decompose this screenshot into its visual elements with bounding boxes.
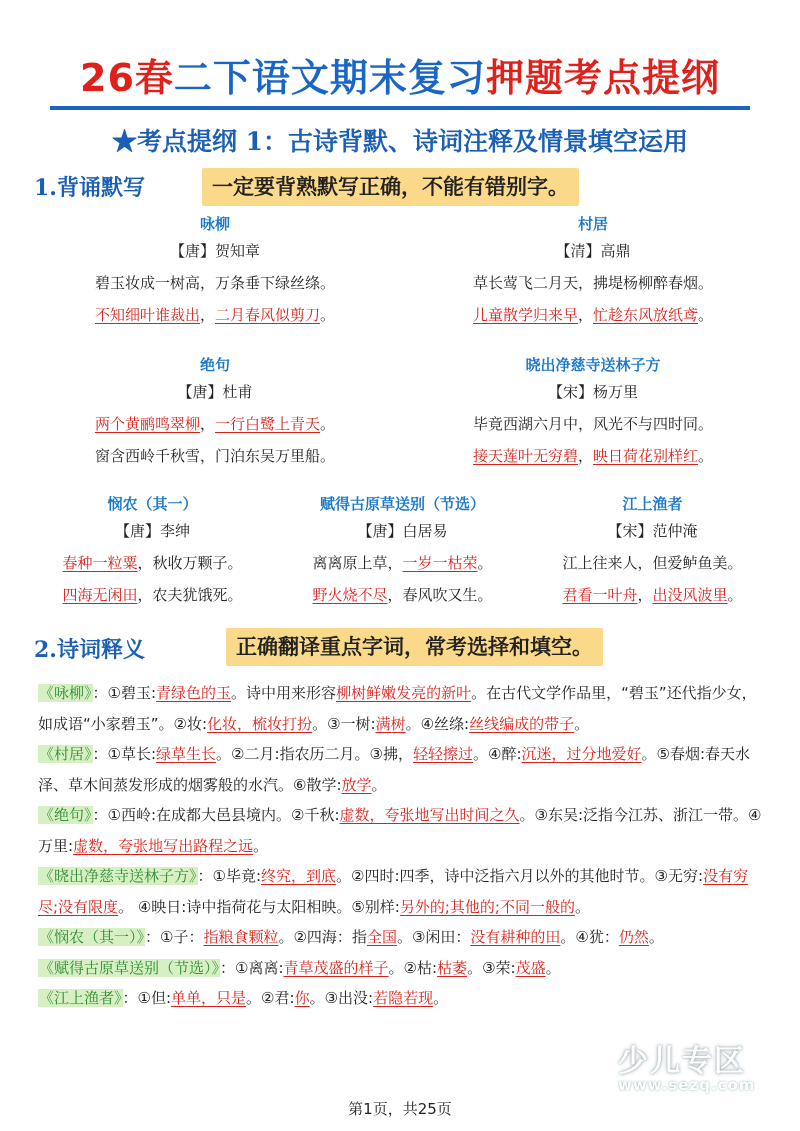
- poem-line: [530, 547, 775, 579]
- explanation-text: 。④醉:: [473, 745, 522, 763]
- explanation-text: 。③出没:: [309, 989, 374, 1007]
- answer-text: 另外的;其他的;不同一般的: [399, 897, 575, 916]
- explanation-item: [38, 678, 766, 739]
- page-footer: 第1页，共25页: [348, 1100, 452, 1118]
- poem-line: [30, 547, 275, 579]
- poem-title: 绝句: [199, 356, 230, 374]
- watermark-url: www.sezq.com: [618, 1076, 756, 1094]
- answer-text: 儿童散学归来早: [472, 306, 578, 324]
- poem-line: [60, 267, 370, 299]
- page-title: [0, 52, 800, 104]
- explanation-text: 。③一树:: [312, 714, 376, 733]
- poem-text: 。: [320, 306, 336, 324]
- poem-line: [60, 408, 370, 440]
- answer-text: 虚数，夸张地写出路程之远: [73, 836, 254, 855]
- poem-text: 碧玉妆成一树高，万条垂下绿丝绦。: [94, 274, 335, 292]
- poem-jiangshang: [530, 493, 775, 611]
- section-subtitle: ★考点提纲 1：古诗背默、诗词注释及情景填空运用: [111, 127, 689, 156]
- poem-text: 。: [727, 586, 743, 604]
- section-2-heading: 2.诗词释义: [34, 637, 145, 663]
- poem-line: [30, 579, 275, 611]
- explanation-text: ：①但:: [122, 989, 172, 1007]
- explanation-text: 。: [545, 958, 561, 977]
- answer-text: 沉迷，过分地爱好: [521, 745, 642, 763]
- poem-cunju: [438, 213, 748, 331]
- answer-text: 仍然: [618, 928, 649, 946]
- answer-text: 二月春风似剪刀: [215, 306, 321, 324]
- explanation-text: 。②四海：指: [278, 928, 367, 946]
- poem-name-tag: 《村居》: [39, 745, 92, 763]
- poem-name-tag: 《江上渔者》: [39, 989, 122, 1007]
- poem-name-tag: 《绝句》: [39, 806, 92, 824]
- poem-text: 。: [320, 415, 336, 433]
- explanation-text: 。③闲田：: [396, 928, 471, 946]
- answer-text: 四海无闲田: [62, 586, 138, 604]
- explanation-item: [38, 922, 766, 953]
- answer-text: 青绿色的玉: [156, 684, 232, 702]
- explanation-text: 。 ④映日:诗中指荷花与太阳相映。⑤别样:: [118, 897, 400, 916]
- watermark: [600, 1036, 780, 1098]
- explanation-text: ：①子：: [145, 928, 204, 946]
- explanation-text: ：①草长:: [92, 745, 157, 763]
- answer-text: 若隐若现: [373, 989, 434, 1007]
- answer-text: 丝线编成的带子: [469, 714, 575, 733]
- poem-line: [530, 579, 775, 611]
- section-1-tip: 一定要背熟默写正确，不能有错别字。: [202, 168, 579, 206]
- answer-text: 映日荷花别样红: [593, 447, 699, 465]
- explanation-text: 。②四时:四季，诗中泛指六月以外的其他时节。③无穷:: [336, 867, 704, 885]
- explanation-text: 。④犹：: [560, 928, 619, 946]
- explanation-text: 。③荣:: [467, 958, 516, 977]
- answer-text: 出没风波里: [652, 586, 728, 604]
- answer-text: 虚数，夸张地写出时间之久: [339, 806, 520, 824]
- poem-text: ，: [199, 306, 215, 324]
- explanation-text: 。: [433, 989, 449, 1007]
- poem-title: 咏柳: [199, 215, 230, 233]
- explanation-item: [38, 861, 766, 922]
- explanation-text: 。: [574, 714, 590, 733]
- poem-text: ，: [637, 586, 653, 604]
- poem-text: 。: [477, 554, 493, 572]
- poem-title: 村居: [577, 215, 608, 233]
- poem-title: 晓出净慈寺送林子方: [525, 356, 661, 374]
- explanation-text: 。③东吴:泛指今江苏、浙江一带。④万里:: [38, 806, 762, 855]
- poem-text: 。: [698, 447, 714, 465]
- explanation-text: 。④丝绦:: [405, 714, 470, 733]
- explanation-item: [38, 983, 766, 1014]
- poem-text: 。: [698, 306, 714, 324]
- poem-text: ，农夫犹饿死。: [137, 586, 243, 604]
- answer-text: 两个黄鹂鸣翠柳: [94, 415, 200, 433]
- title-part-3: 押题考点提纲: [485, 56, 720, 100]
- poem-name-tag: 《咏柳》: [39, 684, 92, 702]
- poem-xiaochu: [438, 354, 748, 472]
- answer-text: 绿草生长: [156, 745, 217, 763]
- answer-text: 接天莲叶无穷碧: [472, 447, 578, 465]
- answer-text: 柳树鲜嫩发亮的新叶: [336, 684, 472, 702]
- poem-text: ，春风吹又生。: [387, 586, 493, 604]
- poem-text: 草长莺飞二月天，拂堤杨柳醉春烟。: [472, 274, 713, 292]
- poem-line: [438, 267, 748, 299]
- answer-text: 没有耕种的田: [470, 928, 561, 946]
- explanation-text: 。②枯:: [388, 958, 438, 977]
- poem-line: [438, 408, 748, 440]
- poem-text: 窗含西岭千秋雪，门泊东吴万里船。: [94, 447, 335, 465]
- poem-author: 【唐】杜甫: [177, 383, 253, 401]
- poem-name-tag: 《赋得古原草送别（节选）》: [39, 958, 220, 977]
- section-1-heading: 1.背诵默写: [34, 175, 145, 201]
- answer-text: 茂盛: [515, 958, 546, 977]
- poem-line: [438, 299, 748, 331]
- explanation-text: 。诗中用来形容: [231, 684, 337, 702]
- explanation-text: 。在古代文学作品里，“碧玉”还代指少女，如成语“小家碧玉”。②妆:: [38, 684, 757, 733]
- explanation-text: ：①西岭:在成都大邑县境内。②千秋:: [92, 806, 340, 824]
- explanation-text: ：①离离:: [220, 958, 284, 977]
- poem-line: [438, 440, 748, 472]
- title-part-1: 26春: [80, 56, 174, 100]
- title-divider: [50, 106, 750, 110]
- poem-jueju: [60, 354, 370, 472]
- answer-text: 终究，到底: [261, 867, 337, 885]
- answer-text: 一岁一枯荣: [402, 554, 478, 572]
- poem-name-tag: 《悯农（其一）》: [39, 928, 145, 946]
- explanation-text: 。: [574, 897, 590, 916]
- explanation-text: 。⑤春烟:春天水泽、草木间蒸发形成的烟雾般的水汽。⑥散学:: [38, 745, 751, 794]
- poem-text: ，: [577, 306, 593, 324]
- poem-fude: [280, 493, 525, 611]
- explanation-text: ：①毕竟:: [197, 867, 262, 885]
- answer-text: 单单，只是: [171, 989, 247, 1007]
- explanation-item: [38, 953, 766, 984]
- answer-text: 你: [294, 989, 310, 1007]
- explanation-text: 。②二月:指农历二月。③拂，: [216, 745, 413, 763]
- explanation-text: ：①碧玉:: [92, 684, 157, 702]
- title-part-2: 二下语文期末复习: [173, 56, 486, 100]
- poem-text: 毕竟西湖六月中，风光不与四时同。: [472, 415, 713, 433]
- answer-text: 化妆，梳妆打扮: [207, 714, 313, 733]
- poem-line: [60, 299, 370, 331]
- poem-minnong: [30, 493, 275, 611]
- answer-text: 放学: [341, 775, 372, 794]
- answer-text: 枯萎: [437, 958, 468, 977]
- explanation-item: [38, 739, 766, 800]
- poem-author: 【宋】范仲淹: [607, 522, 698, 540]
- poem-author: 【清】高鼎: [555, 242, 631, 260]
- poem-line: [280, 547, 525, 579]
- poem-name-tag: 《晓出净慈寺送林子方》: [39, 867, 197, 885]
- poem-title: 赋得古原草送别（节选）: [319, 495, 485, 513]
- explanation-list: [38, 678, 766, 1014]
- poem-line: [280, 579, 525, 611]
- answer-text: 青草茂盛的样子: [283, 958, 389, 977]
- answer-text: 满树: [375, 714, 406, 733]
- explanation-text: 。: [648, 928, 664, 946]
- poem-text: 离离原上草，: [312, 554, 403, 572]
- answer-text: 不知细叶谁裁出: [94, 306, 200, 324]
- poem-author: 【宋】杨万里: [547, 383, 638, 401]
- poem-yongliu: [60, 213, 370, 331]
- poem-line: [60, 440, 370, 472]
- answer-text: 野火烧不尽: [312, 586, 388, 604]
- watermark-name: 少儿专区: [618, 1044, 746, 1079]
- poem-author: 【唐】李绅: [114, 522, 190, 540]
- poem-text: ，秋收万颗子。: [137, 554, 243, 572]
- answer-text: 一行白鹭上青天: [215, 415, 321, 433]
- poem-text: ，: [199, 415, 215, 433]
- poem-title: 悯农（其一）: [107, 495, 198, 513]
- poem-author: 【唐】贺知章: [169, 242, 260, 260]
- explanation-text: 。: [253, 836, 269, 855]
- answer-text: 指粮食颗粒: [203, 928, 279, 946]
- explanation-text: 。: [371, 775, 387, 794]
- answer-text: 全国: [366, 928, 397, 946]
- poem-title: 江上渔者: [622, 495, 683, 513]
- poem-text: 江上往来人，但爱鲈鱼美。: [562, 554, 743, 572]
- answer-text: 轻轻擦过: [413, 745, 474, 763]
- answer-text: 没有穷尽;没有限度: [38, 867, 749, 916]
- answer-text: 忙趁东风放纸鸢: [593, 306, 699, 324]
- section-2-tip: 正确翻译重点字词，常考选择和填空。: [226, 628, 603, 666]
- poem-text: ，: [577, 447, 593, 465]
- explanation-text: 。②君:: [246, 989, 295, 1007]
- answer-text: 君看一叶舟: [562, 586, 638, 604]
- explanation-item: [38, 800, 766, 861]
- poem-author: 【唐】白居易: [357, 522, 448, 540]
- answer-text: 春种一粒粟: [62, 554, 138, 572]
